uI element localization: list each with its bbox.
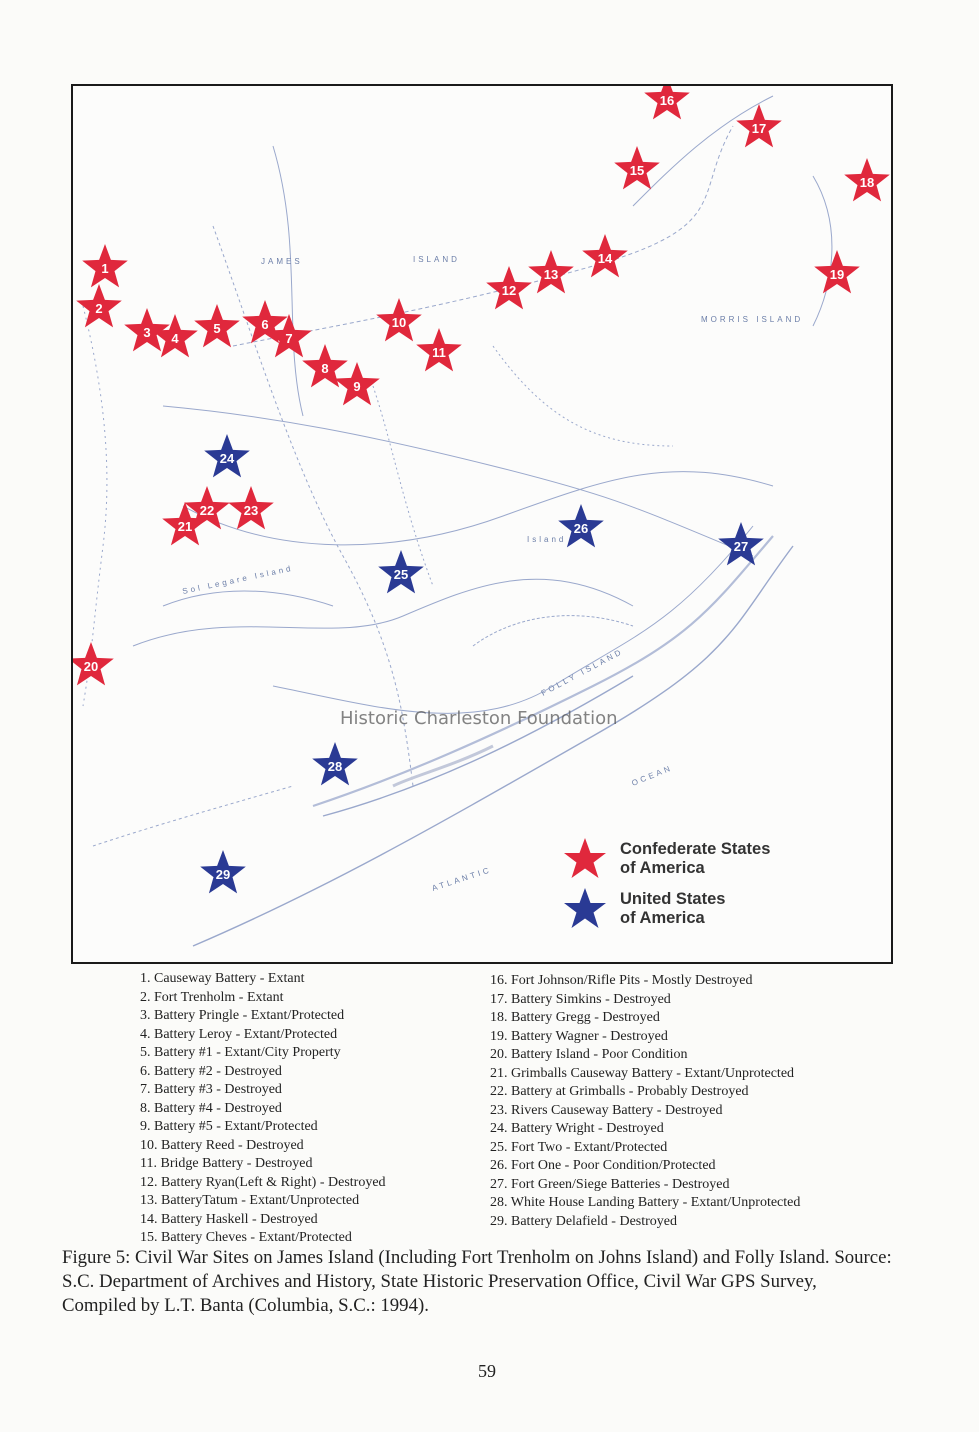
site-marker-number: 22 <box>199 503 215 518</box>
site-marker-number: 8 <box>321 361 329 376</box>
list-item: 22. Battery at Grimballs - Probably Destroyed <box>490 1084 749 1099</box>
site-marker-17 <box>736 104 782 147</box>
map-canvas <box>73 86 891 962</box>
site-marker-number: 25 <box>393 567 409 582</box>
site-marker-number: 6 <box>261 317 269 332</box>
legend-union <box>560 888 860 938</box>
site-marker-4 <box>152 314 198 357</box>
site-marker-number: 12 <box>501 283 517 298</box>
site-list-right <box>490 972 800 1231</box>
site-marker-18 <box>844 158 890 201</box>
site-marker-number: 26 <box>573 521 589 536</box>
site-marker-29 <box>200 850 246 893</box>
legend-confederate <box>560 838 860 888</box>
list-item: 28. White House Landing Battery - Extant/Unprotected <box>490 1195 801 1210</box>
site-marker-10 <box>376 298 422 341</box>
list-item: 8. Battery #4 - Destroyed <box>140 1100 282 1116</box>
list-item: 11. Bridge Battery - Destroyed <box>140 1156 313 1171</box>
site-marker-number: 15 <box>629 163 645 178</box>
site-marker-number: 19 <box>829 267 845 282</box>
label-island: ISLAND <box>413 255 460 264</box>
site-marker-number: 2 <box>95 301 103 316</box>
legend-union-label: United States of America <box>620 890 726 927</box>
list-item: 1. Causeway Battery - Extant <box>140 971 305 986</box>
list-item: 10. Battery Reed - Destroyed <box>140 1137 304 1153</box>
label-morris-island: MORRIS ISLAND <box>701 315 804 324</box>
site-marker-14 <box>582 234 628 277</box>
site-marker-2 <box>76 284 122 327</box>
site-marker-number: 11 <box>432 345 446 360</box>
site-marker-24 <box>204 434 250 477</box>
list-item: 27. Fort Green/Siege Batteries - Destroyed <box>490 1176 730 1192</box>
label-james: JAMES <box>261 257 303 266</box>
site-marker-9 <box>334 362 380 405</box>
site-marker-number: 27 <box>733 539 749 554</box>
list-item: 7. Battery #3 - Destroyed <box>140 1082 282 1097</box>
list-item: 6. Battery #2 - Destroyed <box>140 1063 282 1079</box>
site-marker-number: 24 <box>219 451 235 466</box>
list-item: 23. Rivers Causeway Battery - Destroyed <box>490 1102 723 1118</box>
site-marker-13 <box>528 250 574 293</box>
legend-confederate-star-icon <box>560 836 610 882</box>
site-marker-3 <box>124 308 170 351</box>
site-marker-number: 7 <box>285 331 293 346</box>
map-legend <box>560 838 860 938</box>
site-marker-15 <box>614 146 660 189</box>
watermark: Historic Charleston Foundation <box>340 708 618 729</box>
site-marker-5 <box>194 304 240 347</box>
site-marker-number: 5 <box>213 321 221 336</box>
label-island-small: Island <box>527 535 567 544</box>
site-marker-19 <box>814 250 860 293</box>
site-marker-25 <box>378 550 424 593</box>
list-item: 26. Fort One - Poor Condition/Protected <box>490 1158 716 1173</box>
site-marker-number: 17 <box>751 121 767 136</box>
list-item: 19. Battery Wagner - Destroyed <box>490 1028 668 1044</box>
site-marker-23 <box>228 486 274 529</box>
list-item: 2. Fort Trenholm - Extant <box>140 989 284 1005</box>
label-ocean: OCEAN <box>630 763 675 788</box>
label-sol-legare: Sol Legare Island <box>181 563 295 596</box>
list-item: 21. Grimballs Causeway Battery - Extant/Unprotected <box>490 1065 795 1081</box>
legend-union-star-icon <box>560 886 610 932</box>
site-marker-1 <box>82 244 128 287</box>
site-markers <box>73 86 890 893</box>
site-marker-20 <box>73 642 114 685</box>
site-marker-number: 9 <box>353 379 361 394</box>
list-item: 13. BatteryTatum - Extant/Unprotected <box>140 1193 360 1208</box>
site-marker-number: 3 <box>143 325 151 340</box>
list-item: 4. Battery Leroy - Extant/Protected <box>140 1026 338 1042</box>
site-marker-number: 10 <box>391 315 407 330</box>
legend-confederate-label: Confederate States of America <box>620 840 771 877</box>
site-marker-number: 28 <box>327 759 343 774</box>
label-folly-island: FOLLY ISLAND <box>539 646 625 698</box>
site-marker-number: 18 <box>859 175 875 190</box>
list-item: 3. Battery Pringle - Extant/Protected <box>140 1008 345 1023</box>
list-item: 5. Battery #1 - Extant/City Property <box>140 1045 341 1060</box>
label-atlantic: ATLANTIC <box>430 865 493 893</box>
list-item: 24. Battery Wright - Destroyed <box>490 1121 664 1136</box>
list-item: 15. Battery Cheves - Extant/Protected <box>140 1230 352 1245</box>
site-marker-number: 14 <box>597 251 613 266</box>
list-item: 12. Battery Ryan(Left & Right) - Destroyed <box>140 1174 386 1190</box>
list-item: 29. Battery Delafield - Destroyed <box>490 1213 677 1229</box>
list-item: 17. Battery Simkins - Destroyed <box>490 991 671 1007</box>
site-marker-number: 20 <box>83 659 99 674</box>
site-marker-number: 4 <box>171 331 179 346</box>
list-item: 9. Battery #5 - Extant/Protected <box>140 1119 318 1134</box>
site-marker-16 <box>644 86 690 119</box>
site-list-left <box>140 970 386 1248</box>
site-marker-number: 16 <box>659 93 675 108</box>
site-marker-12 <box>486 266 532 309</box>
site-marker-number: 29 <box>215 867 231 882</box>
site-marker-number: 21 <box>177 519 193 534</box>
list-item: 18. Battery Gregg - Destroyed <box>490 1010 660 1025</box>
list-item: 16. Fort Johnson/Rifle Pits - Mostly Destroyed <box>490 973 753 988</box>
map-place-labels <box>182 255 804 893</box>
list-item: 25. Fort Two - Extant/Protected <box>490 1139 668 1155</box>
site-marker-28 <box>312 742 358 785</box>
site-marker-number: 1 <box>101 261 109 276</box>
map-figure <box>71 84 893 964</box>
site-marker-number: 13 <box>543 267 559 282</box>
list-item: 20. Battery Island - Poor Condition <box>490 1047 688 1062</box>
site-marker-number: 23 <box>243 503 259 518</box>
site-marker-11 <box>416 328 462 371</box>
list-item: 14. Battery Haskell - Destroyed <box>140 1211 318 1227</box>
page-number: 59 <box>478 1361 496 1381</box>
figure-caption: Figure 5: Civil War Sites on James Island (Including Fort Trenholm on Johns Island) and Folly Island. Source: S.C. Department of Archives and History, State Historic Preservation Office, Civil War GPS Survey, Compiled by L.T. Banta (Columbia, S.C.: 1994). <box>62 1247 892 1316</box>
